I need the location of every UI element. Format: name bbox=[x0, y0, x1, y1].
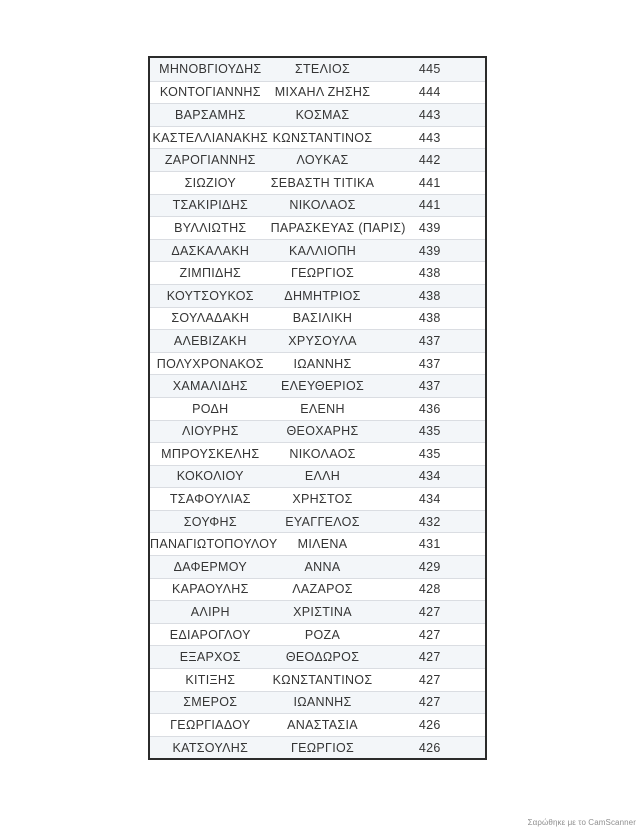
score-cell: 443 bbox=[418, 130, 441, 145]
table-row bbox=[150, 713, 485, 736]
surname-cell: ΤΣΑΦΟΥΛΙΑΣ bbox=[169, 492, 251, 507]
table-row bbox=[150, 487, 485, 510]
first-name-cell: ΝΙΚΟΛΑΟΣ bbox=[289, 446, 356, 461]
table-row bbox=[150, 103, 485, 126]
score-cell: 442 bbox=[418, 153, 441, 168]
surname-cell: ΛΙΟΥΡΗΣ bbox=[181, 424, 239, 439]
table-row bbox=[150, 645, 485, 668]
table-row bbox=[150, 442, 485, 465]
first-name-cell: ΛΟΥΚΑΣ bbox=[296, 153, 349, 168]
surname-cell: ΠΟΛΥΧΡΟΝΑΚΟΣ bbox=[156, 356, 264, 371]
first-name-cell: ΜΙΛΕΝΑ bbox=[297, 537, 348, 552]
surname-cell: ΤΣΑΚΙΡΙΔΗΣ bbox=[172, 198, 249, 213]
first-name-cell: ΕΛΕΝΗ bbox=[300, 401, 345, 416]
results-table bbox=[148, 56, 487, 760]
table-row bbox=[150, 555, 485, 578]
first-name-cell: ΓΕΩΡΓΙΟΣ bbox=[290, 266, 355, 281]
table-row bbox=[150, 668, 485, 691]
table-row bbox=[150, 126, 485, 149]
first-name-cell: ΜΙΧΑΗΛ ΖΗΣΗΣ bbox=[274, 85, 371, 100]
surname-cell: ΑΛΙΡΗ bbox=[190, 605, 230, 620]
score-cell: 437 bbox=[418, 379, 441, 394]
score-cell: 437 bbox=[418, 333, 441, 348]
first-name-cell: ΒΑΣΙΛΙΚΗ bbox=[292, 311, 353, 326]
surname-cell: ΣΟΥΛΑΔΑΚΗ bbox=[171, 311, 250, 326]
score-cell: 429 bbox=[418, 559, 441, 574]
table-row bbox=[150, 397, 485, 420]
score-cell: 427 bbox=[418, 695, 441, 710]
first-name-cell: ΚΩΝΣΤΑΝΤΙΝΟΣ bbox=[272, 130, 373, 145]
score-cell: 426 bbox=[418, 718, 441, 733]
first-name-cell: ΔΗΜΗΤΡΙΟΣ bbox=[284, 288, 361, 303]
table-row bbox=[150, 171, 485, 194]
first-name-cell: ΚΩΝΣΤΑΝΤΙΝΟΣ bbox=[272, 672, 373, 687]
score-cell: 434 bbox=[418, 492, 441, 507]
surname-cell: ΖΑΡΟΓΙΑΝΝΗΣ bbox=[164, 153, 256, 168]
first-name-cell: ΑΝΑΣΤΑΣΙΑ bbox=[287, 718, 358, 733]
table-row bbox=[150, 58, 485, 81]
first-name-cell: ΘΕΟΔΩΡΟΣ bbox=[285, 650, 360, 665]
table-row bbox=[150, 465, 485, 488]
surname-cell: ΜΠΡΟΥΣΚΕΛΗΣ bbox=[161, 446, 260, 461]
table-row bbox=[150, 329, 485, 352]
surname-cell: ΧΑΜΑΛΙΔΗΣ bbox=[172, 379, 248, 394]
first-name-cell: ΠΑΡΑΣΚΕΥΑΣ (ΠΑΡΙΣ) bbox=[270, 220, 406, 235]
score-cell: 436 bbox=[418, 401, 441, 416]
first-name-cell: ΓΕΩΡΓΙΟΣ bbox=[290, 740, 355, 755]
score-cell: 426 bbox=[418, 740, 441, 755]
score-cell: 441 bbox=[418, 198, 441, 213]
surname-cell: ΚΟΚΟΛΙΟΥ bbox=[176, 469, 244, 484]
first-name-cell: ΧΡΗΣΤΟΣ bbox=[292, 492, 353, 507]
table-row bbox=[150, 374, 485, 397]
table-row bbox=[150, 420, 485, 443]
table-row bbox=[150, 81, 485, 104]
score-cell: 439 bbox=[418, 220, 441, 235]
table-row bbox=[150, 532, 485, 555]
first-name-cell: ΧΡΙΣΤΙΝΑ bbox=[293, 605, 352, 620]
first-name-cell: ΕΛΛΗ bbox=[304, 469, 341, 484]
score-cell: 437 bbox=[418, 356, 441, 371]
score-cell: 427 bbox=[418, 627, 441, 642]
table-row bbox=[150, 239, 485, 262]
score-cell: 434 bbox=[418, 469, 441, 484]
surname-cell: ΚΙΤΙΞΗΣ bbox=[185, 672, 236, 687]
table-row bbox=[150, 352, 485, 375]
surname-cell: ΒΑΡΣΑΜΗΣ bbox=[174, 107, 246, 122]
table-row bbox=[150, 578, 485, 601]
score-cell: 427 bbox=[418, 605, 441, 620]
surname-cell: ΡΟΔΗ bbox=[192, 401, 229, 416]
surname-cell: ΒΥΛΛΙΩΤΗΣ bbox=[174, 220, 247, 235]
surname-cell: ΣΟΥΦΗΣ bbox=[183, 514, 237, 529]
first-name-cell: ΚΟΣΜΑΣ bbox=[295, 107, 350, 122]
surname-cell: ΖΙΜΠΙΔΗΣ bbox=[179, 266, 242, 281]
surname-cell: ΔΑΦΕΡΜΟΥ bbox=[173, 559, 248, 574]
first-name-cell: ΚΑΛΛΙΟΠΗ bbox=[289, 243, 357, 258]
first-name-cell: ΙΩΑΝΝΗΣ bbox=[293, 695, 352, 710]
first-name-cell: ΑΝΝΑ bbox=[304, 559, 341, 574]
table-row bbox=[150, 510, 485, 533]
first-name-cell: ΣΤΕΛΙΟΣ bbox=[294, 62, 351, 77]
surname-cell: ΓΕΩΡΓΙΑΔΟΥ bbox=[170, 718, 251, 733]
first-name-cell: ΧΡΥΣΟΥΛΑ bbox=[288, 333, 357, 348]
score-cell: 431 bbox=[418, 537, 441, 552]
surname-cell: ΠΑΝΑΓΙΩΤΟΠΟΥΛΟΥ bbox=[150, 537, 278, 552]
surname-cell: ΚΑΡΑΟΥΛΗΣ bbox=[171, 582, 249, 597]
first-name-cell: ΘΕΟΧΑΡΗΣ bbox=[286, 424, 359, 439]
table-row bbox=[150, 216, 485, 239]
score-cell: 444 bbox=[418, 85, 441, 100]
surname-cell: ΚΑΣΤΕΛΛΙΑΝΑΚΗΣ bbox=[152, 130, 269, 145]
table-row bbox=[150, 691, 485, 714]
table-row bbox=[150, 307, 485, 330]
table-row bbox=[150, 623, 485, 646]
table-row bbox=[150, 194, 485, 217]
score-cell: 435 bbox=[418, 424, 441, 439]
score-cell: 432 bbox=[418, 514, 441, 529]
surname-cell: ΑΛΕΒΙΖΑΚΗ bbox=[173, 333, 247, 348]
surname-cell: ΜΗΝΟΒΓΙΟΥΔΗΣ bbox=[159, 62, 262, 77]
first-name-cell: ΕΥΑΓΓΕΛΟΣ bbox=[285, 514, 360, 529]
table-row bbox=[150, 261, 485, 284]
first-name-cell: ΛΑΖΑΡΟΣ bbox=[292, 582, 353, 597]
score-cell: 439 bbox=[418, 243, 441, 258]
surname-cell: ΔΑΣΚΑΛΑΚΗ bbox=[171, 243, 250, 258]
first-name-cell: ΝΙΚΟΛΑΟΣ bbox=[289, 198, 356, 213]
surname-cell: ΚΟΝΤΟΓΙΑΝΝΗΣ bbox=[159, 85, 261, 100]
surname-cell: ΣΙΩΖΙΟΥ bbox=[184, 175, 236, 190]
surname-cell: ΕΞΑΡΧΟΣ bbox=[179, 650, 241, 665]
first-name-cell: ΣΕΒΑΣΤΗ ΤΙΤΙΚΑ bbox=[270, 175, 375, 190]
table-row bbox=[150, 736, 485, 759]
surname-cell: ΚΟΥΤΣΟΥΚΟΣ bbox=[166, 288, 254, 303]
score-cell: 427 bbox=[418, 672, 441, 687]
table-row bbox=[150, 284, 485, 307]
score-cell: 445 bbox=[418, 62, 441, 77]
first-name-cell: ΕΛΕΥΘΕΡΙΟΣ bbox=[281, 379, 364, 394]
surname-cell: ΣΜΕΡΟΣ bbox=[183, 695, 238, 710]
score-cell: 428 bbox=[418, 582, 441, 597]
score-cell: 427 bbox=[418, 650, 441, 665]
score-cell: 443 bbox=[418, 107, 441, 122]
surname-cell: ΕΔΙΑΡΟΓΛΟΥ bbox=[169, 627, 251, 642]
score-cell: 438 bbox=[418, 311, 441, 326]
score-cell: 435 bbox=[418, 446, 441, 461]
score-cell: 438 bbox=[418, 266, 441, 281]
score-cell: 438 bbox=[418, 288, 441, 303]
surname-cell: ΚΑΤΣΟΥΛΗΣ bbox=[172, 740, 249, 755]
score-cell: 441 bbox=[418, 175, 441, 190]
table-row bbox=[150, 148, 485, 171]
first-name-cell: ΙΩΑΝΝΗΣ bbox=[293, 356, 352, 371]
first-name-cell: ΡΟΖΑ bbox=[304, 627, 341, 642]
table-row bbox=[150, 600, 485, 623]
camscanner-watermark: Σαρώθηκε με το CamScanner bbox=[527, 818, 636, 827]
